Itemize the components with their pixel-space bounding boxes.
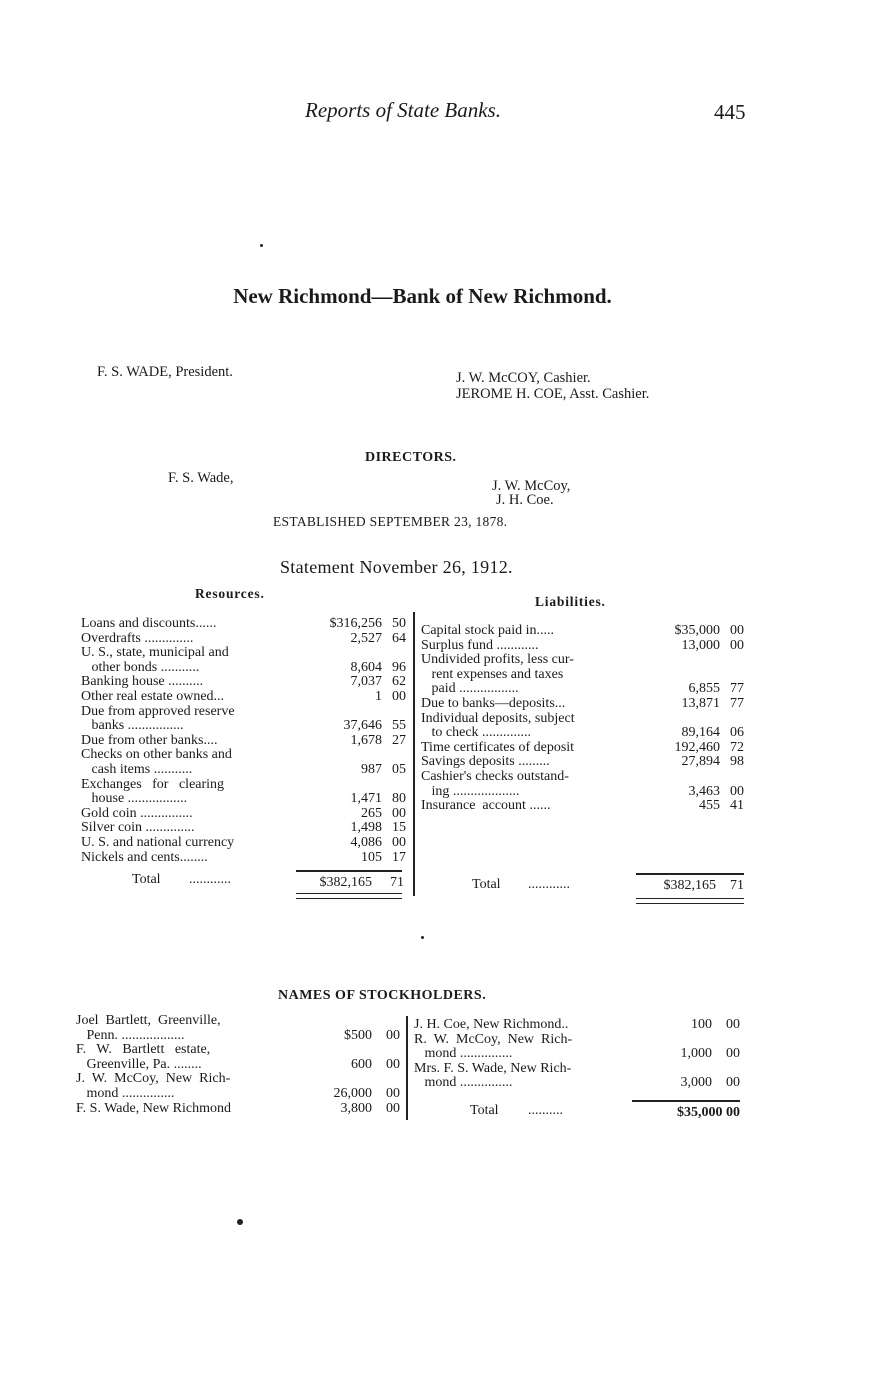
row-cents: 00 (730, 623, 744, 638)
row-cents: 77 (730, 695, 744, 711)
row-dollars: 13,871 (681, 695, 720, 711)
liabilities-total-cents: 71 (730, 878, 744, 893)
row-cents: 05 (392, 761, 406, 777)
row-label: mond ............... (76, 1086, 175, 1101)
table-row (421, 624, 751, 639)
row-label: Exchanges for clearing (81, 777, 225, 792)
bank-title: New Richmond—Bank of New Richmond. (233, 284, 612, 308)
stockholders-heading: NAMES OF STOCKHOLDERS. (278, 988, 487, 1003)
table-row (81, 851, 411, 866)
row-cents: 62 (392, 674, 406, 690)
row-label: Due from approved reserve (81, 704, 235, 719)
stockholders-total-rule (632, 1100, 740, 1102)
row-dollars: 37,646 (343, 718, 382, 734)
table-row (81, 778, 411, 793)
row-label: Due to banks—deposits... (421, 696, 566, 711)
row-dollars: 3,000 (680, 1075, 712, 1091)
stockholders-total-value: $35,000 00 (677, 1105, 740, 1120)
table-row (76, 1072, 406, 1087)
row-dollars: 100 (691, 1017, 712, 1032)
speck (260, 244, 263, 247)
row-cents: 00 (386, 1027, 400, 1043)
row-cents: 00 (730, 637, 744, 653)
row-cents: 55 (392, 718, 406, 734)
row-label: paid ................. (421, 682, 519, 697)
row-label: mond ............... (414, 1047, 513, 1062)
row-label: banks ................ (81, 719, 184, 734)
established-line: ESTABLISHED SEPTEMBER 23, 1878. (273, 514, 508, 529)
table-row (81, 792, 411, 807)
row-label: house ................. (81, 792, 188, 807)
row-cents: 00 (386, 1100, 400, 1116)
table-row (421, 712, 751, 727)
row-dollars: $500 (344, 1027, 372, 1043)
row-label: to check .............. (421, 726, 532, 741)
row-dollars: 987 (361, 761, 382, 777)
director-name: F. S. Wade, (168, 470, 234, 486)
row-label: Due from other banks.... (81, 733, 218, 748)
directors-heading: DIRECTORS. (365, 450, 457, 465)
row-dollars: 2,527 (350, 630, 382, 646)
resources-heading: Resources. (195, 586, 265, 601)
row-label: other bonds ........... (81, 660, 200, 675)
president-line: F. S. WADE, President. (97, 364, 233, 380)
row-cents: 80 (392, 791, 406, 807)
row-label: ing ................... (421, 784, 520, 799)
statement-title: Statement November 26, 1912. (280, 557, 513, 577)
row-label: Cashier's checks outstand- (421, 769, 569, 784)
row-dollars: 27,894 (681, 754, 720, 770)
row-label: Individual deposits, subject (421, 711, 575, 726)
row-label: J. H. Coe, New Richmond.. (414, 1018, 569, 1032)
liabilities-total-rule (636, 873, 744, 875)
resources-table (81, 617, 411, 865)
row-dollars: $35,000 (674, 623, 720, 638)
row-label: Time certificates of deposit (421, 740, 575, 755)
row-dollars: 4,086 (350, 834, 382, 850)
row-cents: 72 (730, 739, 744, 755)
row-cents: 00 (392, 688, 406, 704)
row-cents: 77 (730, 681, 744, 697)
speck (421, 936, 424, 939)
row-label: Gold coin ............... (81, 806, 193, 821)
row-dollars: 105 (361, 849, 382, 865)
table-row (421, 726, 751, 741)
liabilities-total-label: Total (472, 877, 501, 892)
row-cents: 00 (726, 1046, 740, 1062)
table-row (81, 617, 411, 632)
row-dollars: 3,463 (688, 783, 720, 799)
stockholders-right-table (414, 1018, 744, 1091)
table-row (81, 821, 411, 836)
resources-total-dollars: $382,165 (319, 875, 372, 890)
row-label: Loans and discounts...... (81, 617, 217, 631)
row-dollars: 26,000 (333, 1085, 372, 1101)
row-cents: 00 (730, 783, 744, 799)
table-row (76, 1087, 406, 1102)
row-dollars: 265 (361, 805, 382, 821)
row-dollars: 13,000 (681, 637, 720, 653)
row-label: F. W. Bartlett estate, (76, 1043, 211, 1058)
table-row (81, 734, 411, 749)
row-dollars: 1,000 (680, 1046, 712, 1062)
table-row (421, 741, 751, 756)
row-cents: 15 (392, 820, 406, 836)
row-label: Other real estate owned... (81, 689, 225, 704)
row-label: Penn. .................. (76, 1028, 185, 1043)
row-label: Savings deposits ......... (421, 755, 550, 770)
director-name: J. H. Coe. (496, 492, 554, 508)
director-name: J. W. McCoy, (492, 478, 571, 494)
table-row (81, 646, 411, 661)
table-row (414, 1076, 744, 1091)
liabilities-table (421, 624, 751, 814)
row-cents: 00 (386, 1085, 400, 1101)
row-dollars: 8,604 (350, 659, 382, 675)
row-dollars: 6,855 (688, 681, 720, 697)
row-label: Surplus fund ............ (421, 638, 539, 653)
resources-total-leader: ............ (189, 872, 231, 887)
row-cents: 27 (392, 732, 406, 748)
speck (237, 1219, 243, 1225)
table-row (421, 653, 751, 668)
row-label: Greenville, Pa. ........ (76, 1057, 202, 1072)
column-divider (413, 612, 415, 896)
table-row (81, 719, 411, 734)
liabilities-total-double-rule (636, 898, 744, 904)
stockholders-total-label: Total (470, 1103, 499, 1118)
row-label: Undivided profits, less cur- (421, 653, 574, 668)
cashier-line: J. W. McCOY, Cashier. (456, 370, 591, 386)
table-row (81, 705, 411, 720)
table-row (76, 1058, 406, 1073)
table-row (421, 697, 751, 712)
row-dollars: 600 (351, 1056, 372, 1072)
table-row (76, 1014, 406, 1029)
row-label: U. S. and national currency (81, 835, 235, 850)
row-label: mond ............... (414, 1076, 513, 1091)
resources-total-label: Total (132, 872, 161, 887)
running-head-title: Reports of State Banks. (305, 98, 501, 122)
liabilities-heading: Liabilities. (535, 594, 606, 609)
row-label: Capital stock paid in..... (421, 624, 554, 638)
row-cents: 00 (386, 1056, 400, 1072)
row-cents: 00 (726, 1017, 740, 1032)
row-label: U. S., state, municipal and (81, 646, 229, 661)
table-row (421, 799, 751, 814)
row-label: Banking house .......... (81, 675, 204, 690)
row-label: cash items ........... (81, 762, 193, 777)
row-cents: 00 (392, 834, 406, 850)
asst-cashier-line: JEROME H. COE, Asst. Cashier. (456, 386, 650, 402)
row-dollars: 3,800 (340, 1100, 372, 1116)
row-label: Checks on other banks and (81, 748, 232, 763)
table-row (81, 675, 411, 690)
table-row (414, 1033, 744, 1048)
row-label: Insurance account ...... (421, 799, 551, 814)
table-row (76, 1043, 406, 1058)
row-label: Joel Bartlett, Greenville, (76, 1014, 221, 1028)
row-label: Silver coin .............. (81, 821, 195, 836)
stockholders-divider (406, 1016, 408, 1120)
table-row (421, 668, 751, 683)
page-number: 445 (714, 100, 746, 124)
stockholders-total-leader: .......... (528, 1103, 563, 1118)
table-row (81, 690, 411, 705)
row-dollars: 455 (699, 798, 720, 814)
row-cents: 00 (726, 1075, 740, 1091)
row-dollars: 7,037 (350, 674, 382, 690)
row-label: J. W. McCoy, New Rich- (76, 1072, 231, 1087)
table-row (81, 807, 411, 822)
table-row (421, 639, 751, 654)
row-cents: 50 (392, 616, 406, 631)
table-row (81, 836, 411, 851)
table-row (421, 785, 751, 800)
liabilities-total-dollars: $382,165 (663, 878, 716, 893)
table-row (421, 755, 751, 770)
row-dollars: 1,498 (350, 820, 382, 836)
table-row (414, 1018, 744, 1033)
table-row (414, 1062, 744, 1077)
table-row (81, 763, 411, 778)
liabilities-total-leader: ............ (528, 877, 570, 892)
row-cents: 64 (392, 630, 406, 646)
row-cents: 17 (392, 849, 406, 865)
resources-total-cents: 71 (390, 875, 404, 890)
row-label: R. W. McCoy, New Rich- (414, 1032, 573, 1047)
row-cents: 98 (730, 754, 744, 770)
row-cents: 00 (392, 805, 406, 821)
row-label: Nickels and cents........ (81, 850, 208, 865)
row-dollars: 1,678 (350, 732, 382, 748)
row-label: Mrs. F. S. Wade, New Rich- (414, 1061, 572, 1076)
table-row (414, 1047, 744, 1062)
table-row (421, 682, 751, 697)
row-cents: 96 (392, 659, 406, 675)
row-dollars: 192,460 (674, 739, 720, 755)
row-label: Overdrafts .............. (81, 631, 194, 646)
row-dollars: $316,256 (329, 616, 382, 631)
table-row (81, 748, 411, 763)
table-row (81, 632, 411, 647)
table-row (76, 1102, 406, 1117)
resources-total-double-rule (296, 893, 402, 899)
row-cents: 06 (730, 725, 744, 741)
row-label: F. S. Wade, New Richmond (76, 1101, 231, 1116)
table-row (76, 1029, 406, 1044)
row-cents: 41 (730, 798, 744, 814)
row-label: rent expenses and taxes (421, 667, 564, 682)
table-row (421, 770, 751, 785)
resources-total-rule (296, 870, 402, 872)
row-dollars: 1,471 (350, 791, 382, 807)
row-dollars: 89,164 (681, 725, 720, 741)
stockholders-left-table (76, 1014, 406, 1116)
table-row (81, 661, 411, 676)
row-dollars: 1 (375, 688, 382, 704)
